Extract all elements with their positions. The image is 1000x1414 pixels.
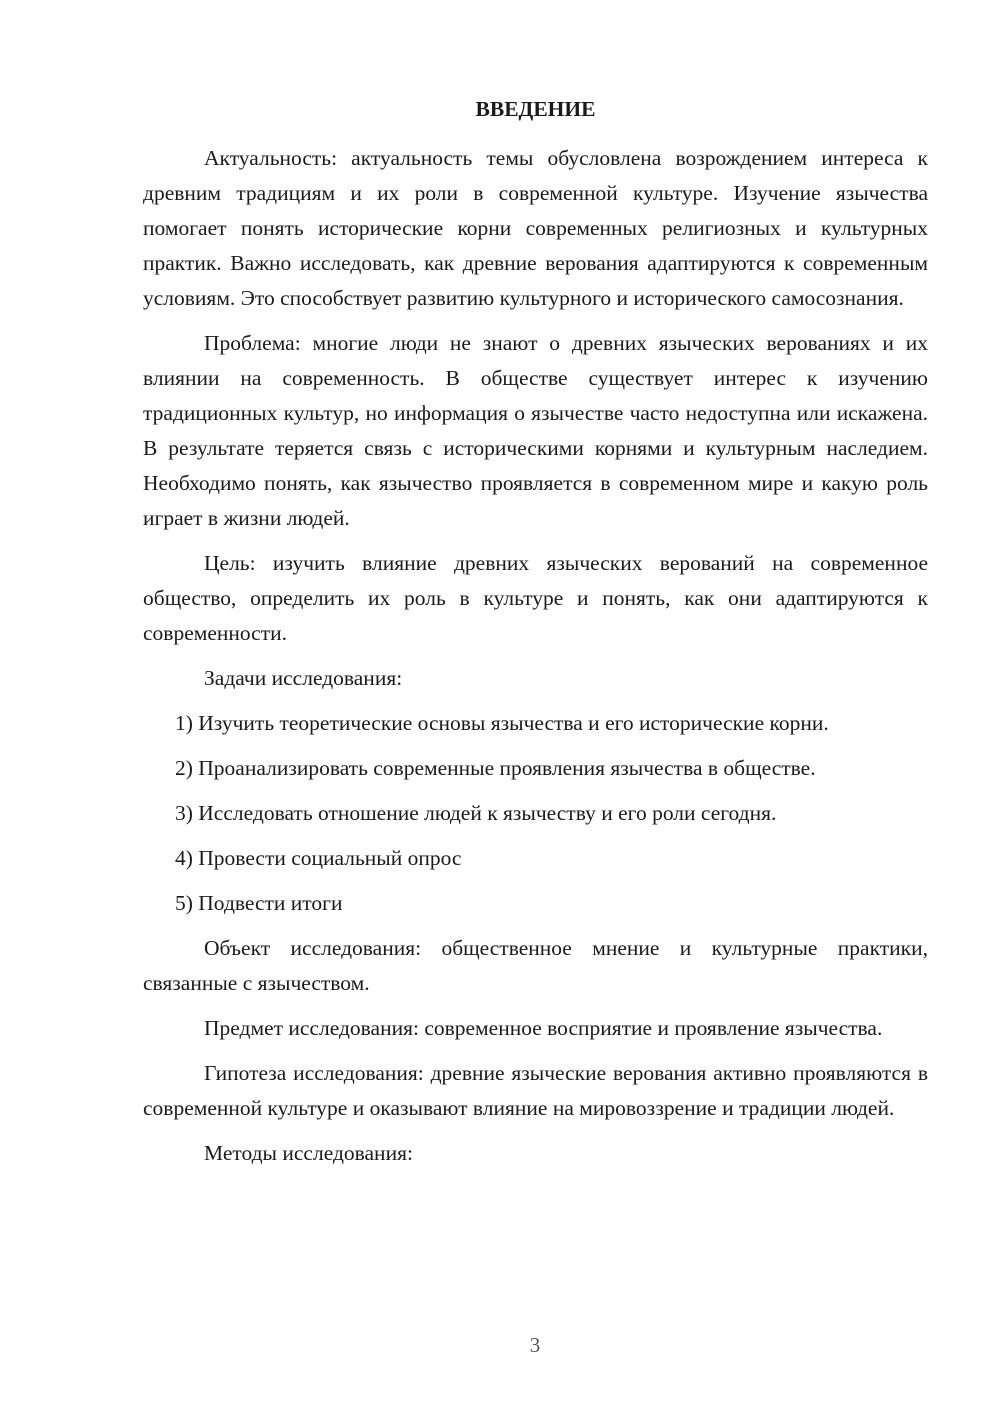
paragraph-goal: Цель: изучить влияние древних языческих верований на современное общество, определить их роль в культуре и понять, как они адаптируются к современности.: [143, 551, 928, 645]
paragraph-object: Объект исследования: общественное мнение и культурные практики, связанные с язычеством.: [143, 936, 928, 995]
paragraph-problem: Проблема: многие люди не знают о древних языческих верованиях и их влиянии на современность. В обществе существует интерес к изучению традиционных культур, но информация о язычестве часто недоступна или искажена. В результате теряется связь с историческими корнями и культурным наследием. Необходимо понять, как язычество проявляется в современном мире и какую роль играет в жизни людей.: [143, 331, 928, 530]
paragraph-methods-heading: Методы исследования:: [204, 1141, 413, 1165]
page-number: 3: [529, 1333, 541, 1357]
task-item: 4) Провести социальный опрос: [175, 846, 462, 870]
task-item: 1) Изучить теоретические основы язычества и его исторические корни.: [175, 711, 829, 735]
paragraph-tasks-heading: Задачи исследования:: [204, 666, 403, 690]
task-item: 5) Подвести итоги: [175, 891, 343, 915]
paragraph-relevance: Актуальность: актуальность темы обусловлена возрождением интереса к древним традициям и их роли в современной культуре. Изучение язычества помогает понять исторические корни современных религиозных и культурных практик. Важно исследовать, как древние верования адаптируются к современным условиям. Это способствует развитию культурного и исторического самосознания.: [143, 146, 928, 310]
section-title: ВВЕДЕНИЕ: [475, 97, 596, 121]
tasks-list: [143, 706, 928, 921]
document-body: [143, 92, 928, 1181]
task-item: 3) Исследовать отношение людей к язычеству и его роли сегодня.: [175, 801, 777, 825]
task-item: 2) Проанализировать современные проявления язычества в обществе.: [175, 756, 816, 780]
paragraph-hypothesis: Гипотеза исследования: древние языческие верования активно проявляются в современной культуре и оказывают влияние на мировоззрение и традиции людей.: [143, 1061, 928, 1120]
paragraph-subject: Предмет исследования: современное восприятие и проявление язычества.: [204, 1016, 883, 1040]
